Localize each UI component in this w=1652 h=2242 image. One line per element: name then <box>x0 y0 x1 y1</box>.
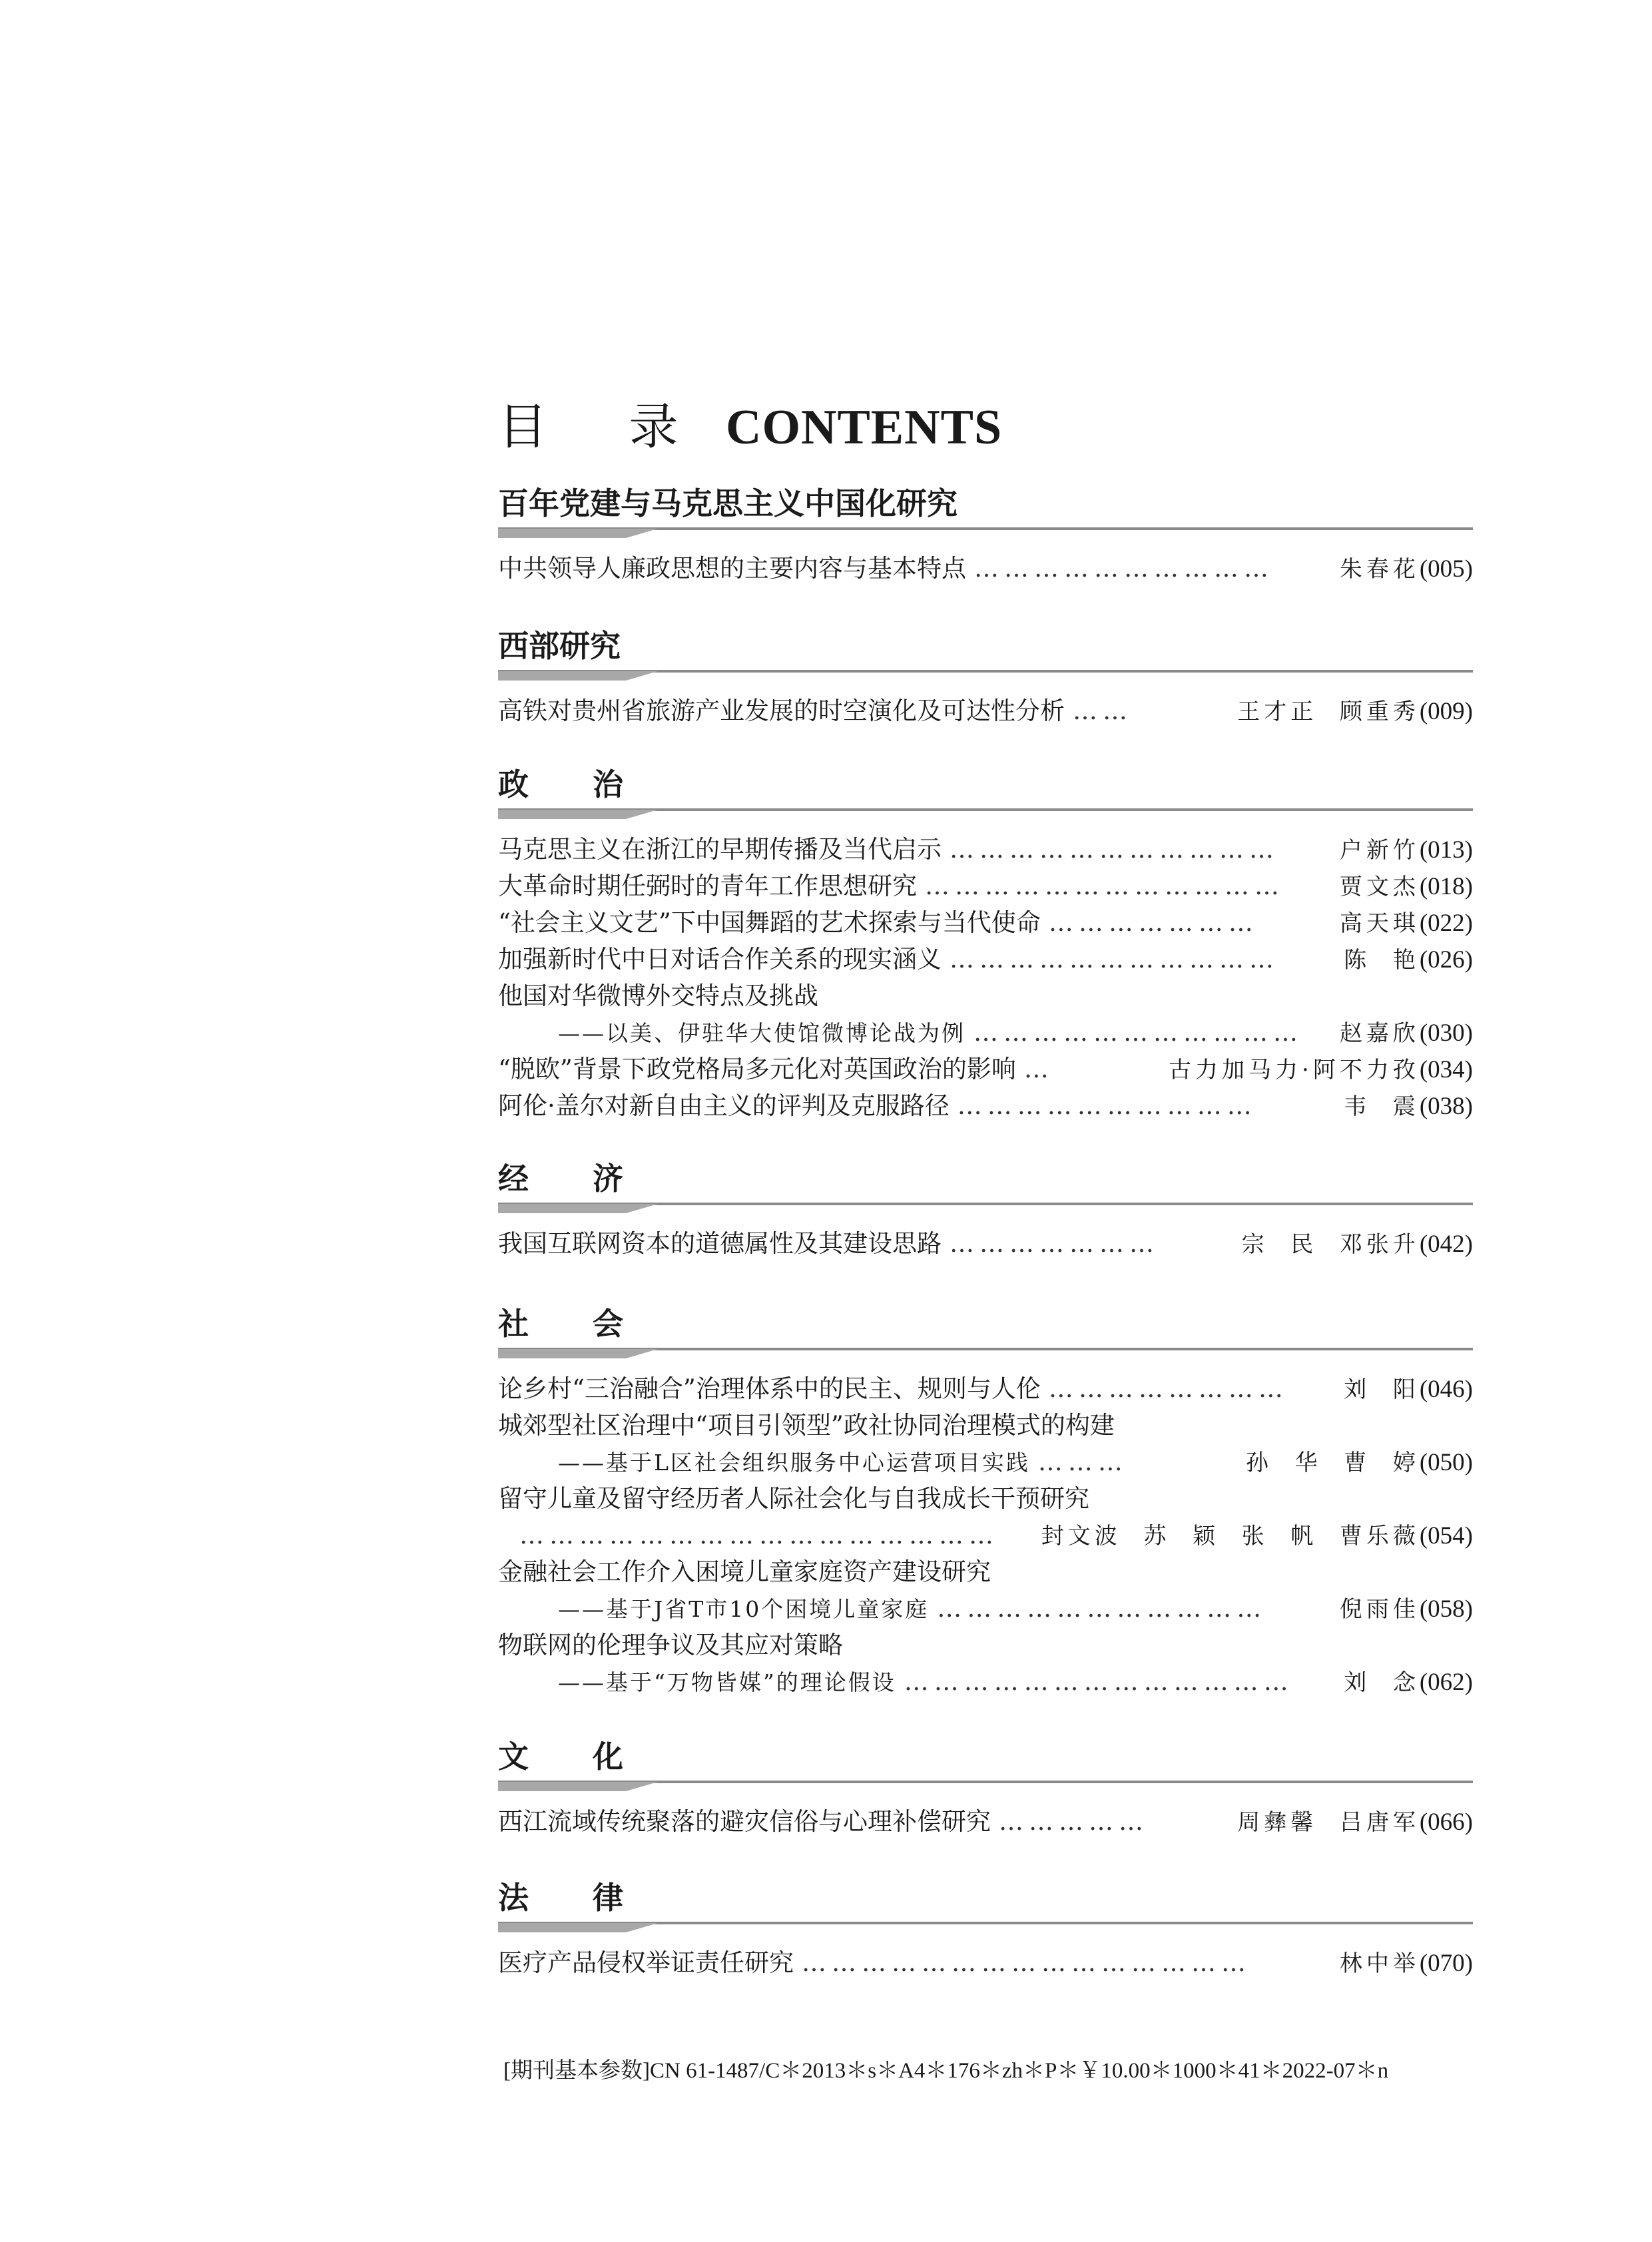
toc-entry-list <box>498 1225 1473 1262</box>
entry-page-number: (013) <box>1419 836 1473 864</box>
section-rule <box>498 669 1473 683</box>
toc-entry[interactable] <box>498 693 1473 729</box>
entry-title: 论乡村“三治融合”治理体系中的民主、规则与人伦 <box>498 1374 1041 1403</box>
toc-entry[interactable] <box>498 831 1473 868</box>
toc-entry[interactable] <box>498 1663 1473 1700</box>
toc-entry[interactable] <box>498 904 1473 941</box>
toc-entry[interactable] <box>498 1225 1473 1262</box>
entry-page-number: (018) <box>1419 873 1473 900</box>
entry-authors: 封文波 苏 颖 张 帆 曹乐薇 <box>1041 1523 1420 1549</box>
entry-authors: 陈 艳 <box>1344 947 1420 974</box>
entry-subtitle: ——基于L区社会组织服务中心运营项目实践 <box>558 1450 1030 1476</box>
section-heading: 法 律 <box>498 1880 651 1916</box>
entry-page-number: (046) <box>1419 1376 1473 1403</box>
toc-entry-list <box>498 1370 1473 1700</box>
toc-entry[interactable] <box>498 1444 1473 1480</box>
entry-authors: 赵嘉欣 <box>1339 1020 1420 1047</box>
entry-authors: 韦 震 <box>1344 1093 1420 1120</box>
section-heading: 政 治 <box>498 766 651 802</box>
toc-section <box>498 764 1473 1124</box>
entry-authors: 孙 华 曹 婷 <box>1245 1450 1420 1476</box>
toc-section <box>498 483 1473 587</box>
dot-leader: ………………… <box>950 1229 1159 1258</box>
toc-entry[interactable] <box>498 1051 1473 1087</box>
toc-section <box>498 1737 1473 1840</box>
toc-entry[interactable] <box>498 1553 1473 1590</box>
toc-section <box>498 1159 1473 1262</box>
entry-authors: 周彝馨 吕唐军 <box>1237 1809 1420 1836</box>
toc-entry[interactable] <box>498 978 1473 1014</box>
entry-authors: 朱春花 <box>1339 556 1420 583</box>
entry-page-number: (038) <box>1419 1093 1473 1120</box>
page-title-cn: 目 录 <box>498 400 713 455</box>
entry-authors: 王才正 顾重秀 <box>1237 699 1420 725</box>
section-heading: 百年党建与马克思主义中国化研究 <box>498 485 958 521</box>
toc-entry[interactable] <box>498 550 1473 587</box>
entry-title: 大革命时期任弼时的青年工作思想研究 <box>498 872 917 900</box>
section-heading: 经 济 <box>498 1161 651 1197</box>
entry-title: 我国互联网资本的道德属性及其建设思路 <box>498 1229 942 1258</box>
entry-title: “社会主义文艺”下中国舞蹈的艺术探索与当代使命 <box>498 908 1041 937</box>
entry-title: 物联网的伦理争议及其应对策略 <box>498 1631 843 1659</box>
section-heading: 社 会 <box>498 1306 651 1342</box>
dot-leader: ………………………… <box>957 1091 1257 1120</box>
entry-page-number: (034) <box>1419 1056 1473 1083</box>
entry-page-number: (066) <box>1419 1809 1473 1836</box>
entry-authors: 户新竹 <box>1339 837 1420 864</box>
toc-entry[interactable] <box>498 1087 1473 1124</box>
entry-page-number: (070) <box>1419 1950 1473 1977</box>
entry-authors: 刘 阳 <box>1344 1376 1420 1403</box>
dot-leader: ………………………… <box>974 554 1274 583</box>
dot-leader: ………………………………………… <box>519 1521 999 1549</box>
section-heading: 西部研究 <box>498 628 621 664</box>
entry-page-number: (005) <box>1419 555 1473 583</box>
toc-entry[interactable] <box>498 1590 1473 1627</box>
entry-authors: 林中举 <box>1339 1950 1420 1977</box>
dot-leader: …………………………… <box>937 1594 1267 1623</box>
entry-title: 加强新时代中日对话合作关系的现实涵义 <box>498 945 942 974</box>
entry-page-number: (009) <box>1419 698 1473 725</box>
toc-entry-list <box>498 693 1473 729</box>
toc-entry[interactable] <box>498 1627 1473 1663</box>
entry-page-number: (042) <box>1419 1231 1473 1258</box>
section-rule <box>498 1201 1473 1216</box>
section-rule <box>498 526 1473 541</box>
entry-authors: 贾文杰 <box>1339 874 1420 900</box>
toc-entry[interactable] <box>498 1803 1473 1840</box>
entry-page-number: (030) <box>1419 1019 1473 1047</box>
entry-title: 医疗产品侵权举证责任研究 <box>498 1948 794 1977</box>
toc-entry-list <box>498 1944 1473 1981</box>
section-rule <box>498 807 1473 822</box>
entry-title: 阿伦·盖尔对新自由主义的评判及克服路径 <box>498 1091 950 1120</box>
page-title-en: CONTENTS <box>726 400 1003 455</box>
journal-parameters: [期刊基本参数]CN 61-1487/C＊2013＊s＊A4＊176＊zh＊P＊￥10.00＊1000＊41＊2022-07＊n <box>503 2059 1389 2083</box>
toc-entry[interactable] <box>498 1480 1473 1517</box>
entry-page-number: (026) <box>1419 946 1473 974</box>
dot-leader: ……………………………………… <box>802 1948 1251 1977</box>
entry-title: 中共领导人廉政思想的主要内容与基本特点 <box>498 554 966 583</box>
toc-entry[interactable] <box>498 1370 1473 1407</box>
toc-entry[interactable] <box>498 868 1473 904</box>
entry-title: 金融社会工作介入困境儿童家庭资产建设研究 <box>498 1557 991 1586</box>
dot-leader: …… <box>1073 697 1133 725</box>
section-rule <box>498 1920 1473 1935</box>
entry-title: 留守儿童及留守经历者人际社会化与自我成长干预研究 <box>498 1484 1089 1513</box>
toc-entry[interactable] <box>498 1944 1473 1981</box>
entry-page-number: (022) <box>1419 910 1473 937</box>
dot-leader: …………… <box>999 1807 1149 1836</box>
section-rule <box>498 1779 1473 1794</box>
entry-page-number: (062) <box>1419 1669 1473 1696</box>
entry-authors: 古力加马力·阿不力孜 <box>1169 1057 1420 1083</box>
dot-leader: … <box>1023 1055 1054 1083</box>
entry-authors: 刘 念 <box>1344 1669 1420 1696</box>
entry-subtitle: ——基于“万物皆媒”的理论假设 <box>558 1669 896 1695</box>
entry-subtitle: ——以美、伊驻华大使馆微博论战为例 <box>558 1020 965 1046</box>
toc-section <box>498 626 1473 729</box>
toc-entry-list <box>498 550 1473 587</box>
dot-leader: ……………………………… <box>925 872 1284 900</box>
entry-authors: 宗 民 邓张升 <box>1241 1231 1420 1258</box>
toc-section <box>498 1304 1473 1700</box>
entry-page-number: (058) <box>1419 1595 1473 1623</box>
section-heading: 文 化 <box>498 1739 651 1775</box>
dot-leader: …………………… <box>1048 1374 1288 1403</box>
toc-entry[interactable] <box>498 1407 1473 1444</box>
entry-page-number: (054) <box>1419 1522 1473 1549</box>
entry-page-number: (050) <box>1419 1449 1473 1476</box>
entry-authors: 倪雨佳 <box>1339 1596 1420 1623</box>
dot-leader: ………………………………… <box>904 1667 1294 1696</box>
entry-title: “脱欧”背景下政党格局多元化对英国政治的影响 <box>498 1055 1016 1083</box>
entry-title: 马克思主义在浙江的早期传播及当代启示 <box>498 835 942 864</box>
toc-entry[interactable] <box>498 1014 1473 1051</box>
dot-leader: ……… <box>1037 1448 1128 1476</box>
toc-entry-list <box>498 1803 1473 1840</box>
toc-entry[interactable] <box>498 941 1473 978</box>
toc-section <box>498 1878 1473 1981</box>
toc-entry[interactable] <box>498 1517 1473 1553</box>
page-title <box>498 388 1002 458</box>
dot-leader: …………………………… <box>973 1018 1303 1047</box>
entry-authors: 高天琪 <box>1339 910 1420 937</box>
toc-entry-list <box>498 831 1473 1124</box>
dot-leader: …………………………… <box>950 945 1279 974</box>
entry-title: 西江流域传统聚落的避灾信俗与心理补偿研究 <box>498 1807 991 1836</box>
entry-subtitle: ——基于J省T市10个困境儿童家庭 <box>558 1596 930 1622</box>
dot-leader: …………………………… <box>950 835 1279 864</box>
section-rule <box>498 1346 1473 1361</box>
entry-title: 他国对华微博外交特点及挑战 <box>498 981 818 1010</box>
dot-leader: ………………… <box>1048 908 1258 937</box>
entry-title: 城郊型社区治理中“项目引领型”政社协同治理模式的构建 <box>498 1411 1115 1440</box>
entry-title: 高铁对贵州省旅游产业发展的时空演化及可达性分析 <box>498 697 1065 725</box>
